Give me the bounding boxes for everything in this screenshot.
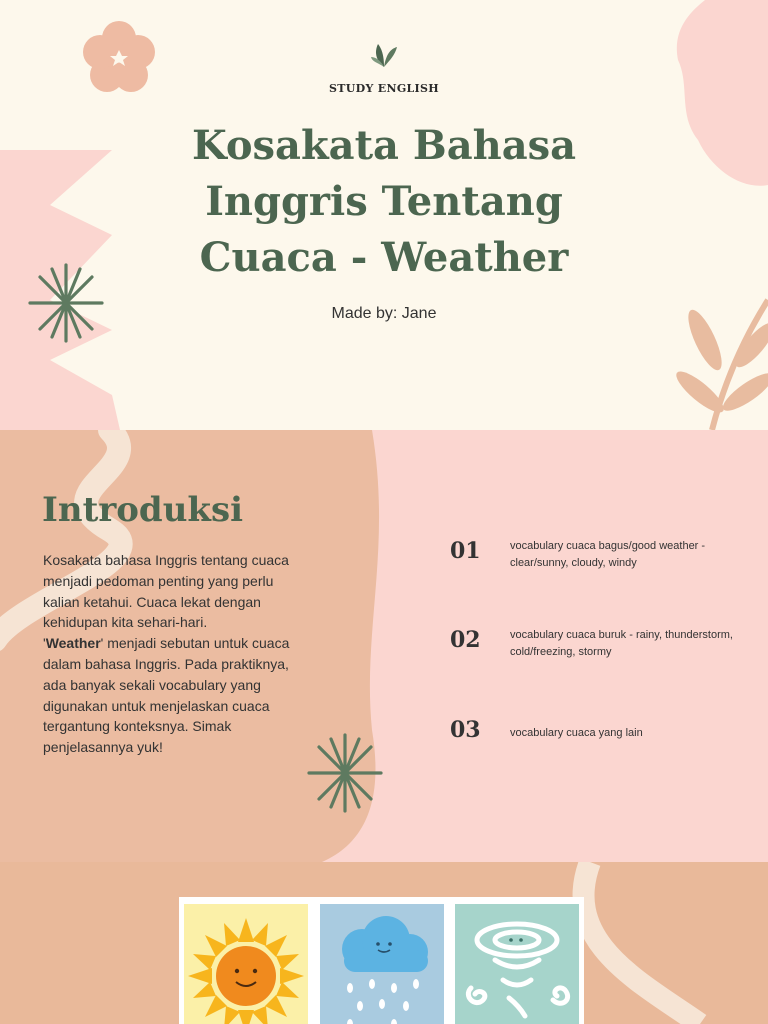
intro-paragraph (43, 550, 293, 758)
title-line: Cuaca - Weather (199, 234, 569, 281)
title-line: Inggris Tentang (205, 178, 563, 225)
wind-icon (455, 904, 579, 1024)
brand-name: STUDY ENGLISH (329, 82, 439, 95)
cover-slide (0, 0, 768, 430)
intro-text: Kosakata bahasa Inggris tentang cuaca menjadi pedoman penting yang perlu kalian ketahui. Cuaca lekat dengan kehidupan kita sehari-hari. (43, 552, 289, 631)
intro-slide (0, 430, 768, 862)
title-line: Kosakata Bahasa (191, 122, 577, 169)
list-text: vocabulary cuaca yang lain (510, 727, 643, 739)
intro-keyword: Weather (45, 635, 101, 652)
author-credit: Made by: Jane (331, 305, 437, 322)
rain-cloud-icon (320, 904, 444, 1024)
starburst-icon (309, 735, 381, 811)
list-number: 02 (450, 627, 481, 653)
list-number: 03 (450, 717, 481, 743)
section-heading: Introduksi (42, 490, 244, 530)
list-text: vocabulary cuaca bagus/good weather - clear/sunny, cloudy, windy (510, 540, 706, 569)
page-title (0, 118, 768, 286)
weather-slide (0, 862, 768, 1024)
curve-line-shape (583, 862, 700, 1024)
weather-illustration (179, 897, 584, 1024)
leaf-logo-icon (369, 40, 399, 70)
list-text: vocabulary cuaca buruk - rainy, thunderstorm, cold/freezing, stormy (510, 629, 733, 658)
list-number: 01 (450, 538, 481, 564)
sun-icon (184, 904, 308, 1024)
intro-text: ' (43, 635, 46, 652)
intro-text: ' menjadi sebutan untuk cuaca dalam bahasa Inggris. Pada praktiknya, ada banyak sekali vocabulary yang digunakan untuk menjelaskan cuaca tergantung konteksnya. Simak penjelasannya yuk! (43, 635, 290, 756)
